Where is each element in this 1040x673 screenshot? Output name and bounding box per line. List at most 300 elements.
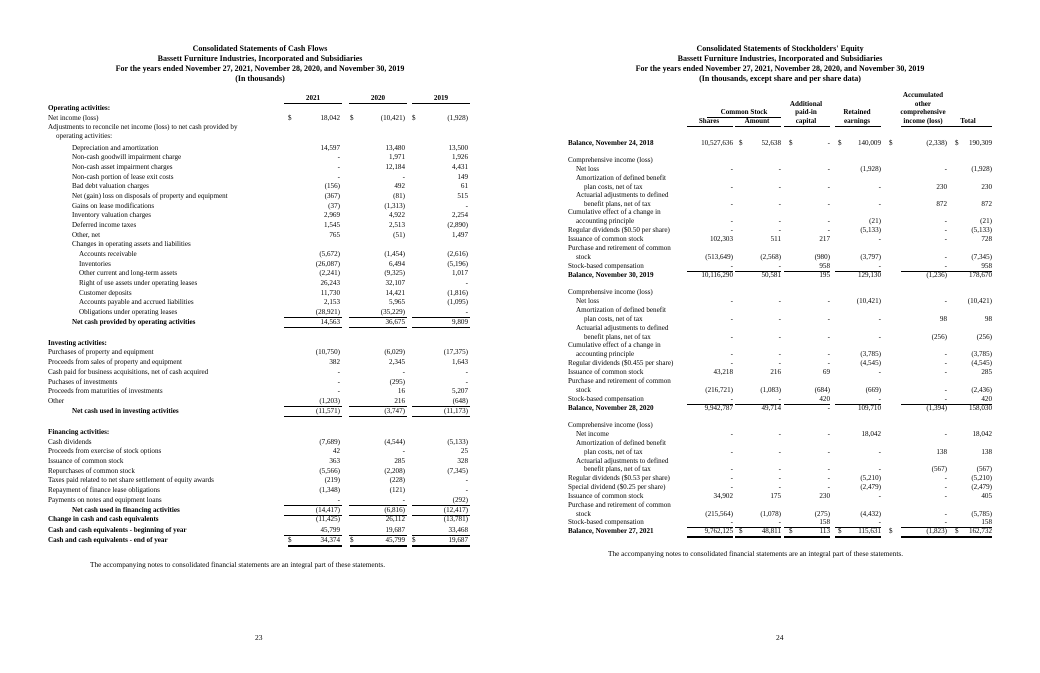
dollar-sign: $ xyxy=(789,527,793,535)
row-label: Comprehensive income (loss) xyxy=(568,288,653,296)
row-label: stock xyxy=(576,253,591,261)
row-label: Gains on lease modifications xyxy=(72,202,155,210)
row-label: Adjustments to reconcile net income (loss) to net cash provided by xyxy=(48,123,238,131)
row-label: Proceeds from exercise of stock options xyxy=(48,447,162,455)
row-label: Net cash used in investing activities xyxy=(72,407,179,415)
equity-period: For the years ended November 27, 2021, November 28, 2020, and November 30, 2019 xyxy=(635,64,925,73)
cell-value: (228) xyxy=(389,476,405,484)
cell-value: 4,922 xyxy=(389,211,405,219)
row-label: Non-cash goodwill impairment charge xyxy=(72,153,182,161)
cell-value: - xyxy=(944,430,947,438)
cell-value: - xyxy=(827,165,830,173)
column-header: comprehensive xyxy=(900,108,946,117)
cell-value: 1,971 xyxy=(389,153,405,161)
cell-value: - xyxy=(778,350,781,358)
cell-value: (216,721) xyxy=(705,386,733,394)
cell-value: (1,313) xyxy=(384,202,405,210)
subtotal-rule xyxy=(412,416,470,417)
cell-value: 45,799 xyxy=(385,536,405,544)
cell-value: - xyxy=(827,297,830,305)
cell-value: 13,500 xyxy=(448,144,468,152)
cell-value: (1,236) xyxy=(926,271,947,279)
cell-value: - xyxy=(878,518,881,526)
row-label: Purchase and retirement of common xyxy=(568,501,671,509)
dollar-sign: $ xyxy=(838,527,842,535)
cell-value: - xyxy=(944,492,947,500)
cell-value: (9,325) xyxy=(384,269,405,277)
total-double-rule xyxy=(735,536,781,538)
row-label: Non-cash asset impairment charges xyxy=(72,163,173,171)
cell-value: 158,030 xyxy=(968,404,992,412)
cell-value: (3,747) xyxy=(384,407,405,415)
cell-value: - xyxy=(827,465,830,473)
cell-value: (5,785) xyxy=(971,510,992,518)
cell-value: (1,823) xyxy=(926,527,947,535)
row-label: Cumulative effect of a change in xyxy=(568,208,661,216)
row-label: Cash dividends xyxy=(48,438,92,446)
row-label: Puchases of investments xyxy=(48,378,118,386)
cell-value: (121) xyxy=(389,486,405,494)
cell-value: - xyxy=(944,297,947,305)
cell-value: (2,479) xyxy=(860,483,881,491)
cell-value: (2,436) xyxy=(971,386,992,394)
cell-value: 138 xyxy=(936,448,947,456)
row-label: Accounts receivable xyxy=(79,250,137,258)
cell-value: (156) xyxy=(324,182,340,190)
cell-value: - xyxy=(827,183,830,191)
cell-value: 19,687 xyxy=(385,526,405,534)
cell-value: 48,811 xyxy=(761,527,781,535)
column-header-rule xyxy=(349,103,407,104)
cell-value: (5,210) xyxy=(971,474,992,482)
cell-value: - xyxy=(402,368,405,376)
cell-value: 158 xyxy=(819,518,830,526)
row-label: Net cash provided by operating activities xyxy=(72,318,196,326)
row-label: Net income (loss) xyxy=(48,114,99,122)
cell-value: - xyxy=(944,386,947,394)
cell-value: - xyxy=(778,483,781,491)
cell-value: - xyxy=(778,474,781,482)
row-label: Regular dividends ($0.455 per share) xyxy=(568,359,674,367)
row-label: Change in cash and cash equivalents xyxy=(48,515,159,523)
cell-value: 515 xyxy=(457,192,468,200)
cell-value: 102,303 xyxy=(709,235,733,243)
cell-value: 285 xyxy=(394,457,405,465)
cell-value: - xyxy=(878,465,881,473)
row-label: Purchase and retirement of common xyxy=(568,244,671,252)
total-double-rule xyxy=(412,545,470,547)
row-label: benefit plans, net of tax xyxy=(584,200,651,208)
cell-value: 1,926 xyxy=(452,153,468,161)
cell-value: 34,374 xyxy=(320,536,340,544)
cell-value: - xyxy=(827,200,830,208)
cell-value: - xyxy=(730,333,733,341)
page-number: 24 xyxy=(776,633,784,642)
row-label: Issuance of common stock xyxy=(48,457,124,465)
cell-value: - xyxy=(730,217,733,225)
row-label: Stock-based compensation xyxy=(568,518,644,526)
cell-value: 138 xyxy=(981,448,992,456)
row-label: Issuance of common stock xyxy=(568,492,644,500)
cell-value: (3,785) xyxy=(971,350,992,358)
row-label: stock xyxy=(576,386,591,394)
cell-value: - xyxy=(778,315,781,323)
cell-value: 405 xyxy=(981,492,992,500)
cell-value: - xyxy=(730,200,733,208)
cell-value: (5,210) xyxy=(860,474,881,482)
cell-value: - xyxy=(337,378,340,386)
cell-value: 195 xyxy=(819,271,830,279)
cell-value: (2,616) xyxy=(447,250,468,258)
cell-value: 113 xyxy=(819,527,830,535)
cell-value: 26,243 xyxy=(320,279,340,287)
cell-value: 14,563 xyxy=(320,318,340,326)
row-label: Cumulative effect of a change in xyxy=(568,341,661,349)
cell-value: 420 xyxy=(819,395,830,403)
cell-value: - xyxy=(778,395,781,403)
cell-value: 42 xyxy=(332,447,340,455)
cell-value: - xyxy=(944,165,947,173)
row-label: Purchases of property and equipment xyxy=(48,348,154,356)
subtotal-rule xyxy=(412,327,470,328)
row-label: Deferred income taxes xyxy=(72,221,137,229)
cell-value: (7,345) xyxy=(447,467,468,475)
cell-value: (256) xyxy=(931,333,947,341)
cell-value: - xyxy=(827,217,830,225)
cell-value: 2,969 xyxy=(324,211,340,219)
cell-value: (1,454) xyxy=(384,250,405,258)
row-label: Financing activities: xyxy=(48,428,110,436)
column-header-rule xyxy=(835,126,881,127)
cell-value: - xyxy=(778,183,781,191)
row-label: plan costs, net of tax xyxy=(584,315,643,323)
cell-value: (6,816) xyxy=(384,506,405,514)
row-label: Other current and long-term assets xyxy=(79,269,178,277)
cell-value: (11,173) xyxy=(444,407,468,415)
subtotal-rule xyxy=(349,327,407,328)
row-label: Operating activities: xyxy=(48,104,111,112)
equity-units: (In thousands, except share and per share data) xyxy=(699,74,861,83)
cell-value: 158 xyxy=(981,518,992,526)
cell-value: - xyxy=(730,226,733,234)
cell-value: 12,184 xyxy=(385,163,405,171)
cell-value: - xyxy=(730,483,733,491)
row-label: Other, net xyxy=(72,231,101,239)
cell-value: (2,479) xyxy=(971,483,992,491)
row-label: Net loss xyxy=(576,297,600,305)
cell-value: 33,468 xyxy=(448,526,468,534)
cell-value: 2,254 xyxy=(452,211,468,219)
cell-value: - xyxy=(827,483,830,491)
cell-value: - xyxy=(730,359,733,367)
total-double-rule xyxy=(901,536,947,538)
dollar-sign: $ xyxy=(350,536,354,544)
column-header: 2020 xyxy=(370,94,386,102)
row-label: Balance, November 27, 2021 xyxy=(568,527,654,535)
cell-value: 6,494 xyxy=(389,260,405,268)
cell-value: 14,597 xyxy=(320,144,340,152)
cell-value: 382 xyxy=(329,358,340,366)
cell-value: (11,571) xyxy=(316,407,340,415)
cell-value: - xyxy=(827,404,830,412)
cell-value: - xyxy=(827,474,830,482)
cell-value: - xyxy=(730,315,733,323)
cell-value: 16 xyxy=(397,387,405,395)
cell-value: (215,564) xyxy=(705,510,733,518)
cell-value: - xyxy=(878,368,881,376)
cell-value: (4,545) xyxy=(971,359,992,367)
cell-value: 230 xyxy=(936,183,947,191)
cell-value: - xyxy=(878,183,881,191)
cell-value: 958 xyxy=(819,262,830,270)
cell-value: - xyxy=(778,465,781,473)
cell-value: - xyxy=(944,262,947,270)
column-header-rule xyxy=(946,126,992,127)
row-label: Balance, November 24, 2018 xyxy=(568,139,654,147)
cell-value: - xyxy=(337,173,340,181)
row-label: Repayment of finance lease obligations xyxy=(48,486,160,494)
row-label: Proceeds from sales of property and equipment xyxy=(48,358,182,366)
cell-value: - xyxy=(778,217,781,225)
cell-value: (3,785) xyxy=(860,350,881,358)
dollar-sign: $ xyxy=(838,139,842,147)
cell-value: - xyxy=(778,200,781,208)
cell-value: - xyxy=(944,483,947,491)
column-header: earnings xyxy=(843,117,870,125)
cell-value: - xyxy=(944,253,947,261)
cell-value: 1,017 xyxy=(452,269,468,277)
cell-value: (7,345) xyxy=(971,253,992,261)
cell-value: - xyxy=(827,350,830,358)
cell-value: - xyxy=(730,448,733,456)
cell-value: - xyxy=(778,359,781,367)
dollar-sign: $ xyxy=(412,114,416,122)
cell-value: - xyxy=(944,368,947,376)
row-label: Cash paid for business acquisitions, net of cash acquired xyxy=(48,368,209,376)
column-header: Amount xyxy=(744,117,770,125)
row-label: plan costs, net of tax xyxy=(584,183,643,191)
dollar-sign: $ xyxy=(350,114,354,122)
equity-title: Consolidated Statements of Stockholders' Equity xyxy=(696,44,864,53)
cell-value: - xyxy=(944,226,947,234)
cell-value: 49,714 xyxy=(761,404,781,412)
cell-value: 872 xyxy=(936,200,947,208)
row-label: accounting principle xyxy=(576,217,635,225)
row-label: Balance, November 28, 2020 xyxy=(568,404,654,412)
cell-value: - xyxy=(402,447,405,455)
row-label: Regular dividends ($0.50 per share) xyxy=(568,226,670,234)
cell-value: - xyxy=(730,474,733,482)
dollar-sign: $ xyxy=(889,527,893,535)
cell-value: (1,394) xyxy=(926,404,947,412)
equity-company: Bassett Furniture Industries, Incorporated and Subsidiaries xyxy=(677,54,883,63)
cell-value: - xyxy=(827,226,830,234)
cell-value: 5,207 xyxy=(452,387,468,395)
cell-value: 98 xyxy=(984,315,992,323)
cell-value: - xyxy=(878,315,881,323)
cell-value: (21) xyxy=(980,217,992,225)
cell-value: (21) xyxy=(869,217,881,225)
row-label: Purchase and retirement of common xyxy=(568,377,671,385)
cell-value: (51) xyxy=(393,231,405,239)
cell-value: 45,799 xyxy=(320,526,340,534)
cell-value: 230 xyxy=(981,183,992,191)
subtotal-rule xyxy=(349,416,407,417)
cell-value: 10,116,290 xyxy=(701,271,733,279)
cash-flows-company: Bassett Furniture Industries, Incorporated and Subsidiaries xyxy=(157,54,363,63)
row-label: Net cash used in financing activities xyxy=(72,506,180,514)
cell-value: - xyxy=(465,368,468,376)
cell-value: (5,133) xyxy=(971,226,992,234)
cell-value: - xyxy=(465,486,468,494)
column-header-rule xyxy=(412,103,470,104)
cash-flows-note: The accompanying notes to consolidated financial statements are an integral part of these statements. xyxy=(90,560,386,569)
cell-value: 98 xyxy=(939,315,947,323)
cell-value: 18,042 xyxy=(972,430,992,438)
cell-value: - xyxy=(730,465,733,473)
cell-value: - xyxy=(730,183,733,191)
total-double-rule xyxy=(350,545,407,547)
cell-value: 420 xyxy=(981,395,992,403)
cell-value: 363 xyxy=(329,457,340,465)
cash-flows-title: Consolidated Statements of Cash Flows xyxy=(192,44,328,53)
row-label: Stock-based compensation xyxy=(568,395,644,403)
cell-value: - xyxy=(778,262,781,270)
row-label: Investing activities: xyxy=(48,339,107,347)
row-label: Net (gain) loss on disposals of property and equipment xyxy=(72,192,228,200)
cell-value: (1,928) xyxy=(860,165,881,173)
cell-value: (2,208) xyxy=(384,467,405,475)
cell-value: - xyxy=(827,315,830,323)
cell-value: - xyxy=(827,430,830,438)
cell-value: - xyxy=(730,518,733,526)
column-header: income (loss) xyxy=(903,117,943,125)
cell-value: - xyxy=(827,359,830,367)
row-label: Regular dividends ($0.53 per share) xyxy=(568,474,670,482)
cell-value: (219) xyxy=(324,476,340,484)
row-label: Inventory valuation charges xyxy=(72,211,152,219)
column-header-rule xyxy=(784,126,830,127)
cell-value: - xyxy=(337,387,340,395)
column-header: paid-in xyxy=(795,108,817,117)
cell-value: - xyxy=(944,474,947,482)
cell-value: 4,431 xyxy=(452,163,468,171)
cell-value: - xyxy=(878,333,881,341)
cell-value: - xyxy=(465,202,468,210)
column-header: Additional xyxy=(789,99,823,108)
total-double-rule xyxy=(687,536,733,538)
row-label: Net income xyxy=(576,430,609,438)
cell-value: (684) xyxy=(814,386,830,394)
row-label: Issuance of common stock xyxy=(568,368,644,376)
cell-value: 69 xyxy=(822,368,830,376)
cell-value: (37) xyxy=(328,202,340,210)
cell-value: (14,417) xyxy=(315,506,340,514)
cell-value: (17,375) xyxy=(443,348,468,356)
row-label: accounting principle xyxy=(576,350,635,358)
cell-value: (26,087) xyxy=(315,260,340,268)
cell-value: (1,816) xyxy=(447,289,468,297)
cell-value: (1,928) xyxy=(971,165,992,173)
cell-value: (10,421) xyxy=(967,297,992,305)
cell-value: 230 xyxy=(819,492,830,500)
total-double-rule xyxy=(288,545,342,547)
cell-value: 1,545 xyxy=(324,221,340,229)
cell-value: (10,750) xyxy=(315,348,340,356)
column-header: other xyxy=(914,99,932,108)
cell-value: (10,421) xyxy=(380,114,405,122)
column-header: 2021 xyxy=(305,94,321,102)
equity-note: The accompanying notes to consolidated financial statements are an integral part of these statements. xyxy=(608,549,904,558)
row-label: benefit plans, net of tax xyxy=(584,333,651,341)
cell-value: (4,544) xyxy=(384,438,405,446)
cell-value: - xyxy=(778,226,781,234)
cell-value: 511 xyxy=(770,235,781,243)
cell-value: 765 xyxy=(329,231,340,239)
dollar-sign: $ xyxy=(789,139,793,147)
cell-value: 19,687 xyxy=(448,536,468,544)
row-label: Net loss xyxy=(576,165,600,173)
row-label: Special dividend ($0.25 per share) xyxy=(568,483,666,491)
cell-value: - xyxy=(878,235,881,243)
cell-value: (10,421) xyxy=(856,297,881,305)
cell-value: - xyxy=(944,395,947,403)
cash-flows-period: For the years ended November 27, 2021, November 28, 2020, and November 30, 2019 xyxy=(115,64,405,73)
cell-value: - xyxy=(827,333,830,341)
cell-value: 52,638 xyxy=(761,139,781,147)
subtotal-rule xyxy=(284,327,342,328)
cell-value: - xyxy=(465,378,468,386)
row-label: Other xyxy=(48,397,65,405)
cell-value: (5,196) xyxy=(447,260,468,268)
column-header: Total xyxy=(960,117,976,125)
cell-value: - xyxy=(944,359,947,367)
column-header-rule xyxy=(284,103,342,104)
cell-value: 26,112 xyxy=(385,515,405,523)
cell-value: - xyxy=(944,217,947,225)
row-label: Stock-based compensation xyxy=(568,262,644,270)
row-label: Actuarial adjustments to defined xyxy=(576,324,669,332)
cell-value: 9,809 xyxy=(452,318,468,326)
cell-value: - xyxy=(730,165,733,173)
row-label: Inventories xyxy=(79,260,111,268)
cell-value: (1,083) xyxy=(760,386,781,394)
total-double-rule xyxy=(835,536,881,538)
cell-value: (11,425) xyxy=(316,515,340,523)
cell-value: 492 xyxy=(394,182,405,190)
row-label: Issuance of common stock xyxy=(568,235,644,243)
cell-value: - xyxy=(827,448,830,456)
page-number: 23 xyxy=(255,633,263,642)
cell-value: (1,348) xyxy=(319,486,340,494)
row-label: Repurchases of common stock xyxy=(48,467,135,475)
dollar-sign: $ xyxy=(412,536,416,544)
row-label: Actuarial adjustments to defined xyxy=(576,457,669,465)
cell-value: - xyxy=(878,448,881,456)
cell-value: (275) xyxy=(814,510,830,518)
cell-value: (1,203) xyxy=(319,397,340,405)
row-label: Changes in operating assets and liabilities xyxy=(72,240,191,248)
cell-value: (2,241) xyxy=(319,269,340,277)
cell-value: - xyxy=(778,165,781,173)
cell-value: (513,649) xyxy=(705,253,733,261)
cell-value: (28,921) xyxy=(315,308,340,316)
cell-value: 50,581 xyxy=(761,271,781,279)
cell-value: 1,643 xyxy=(452,358,468,366)
cell-value: (12,417) xyxy=(443,506,468,514)
cell-value: (5,566) xyxy=(319,467,340,475)
common-stock-rule xyxy=(707,117,781,118)
